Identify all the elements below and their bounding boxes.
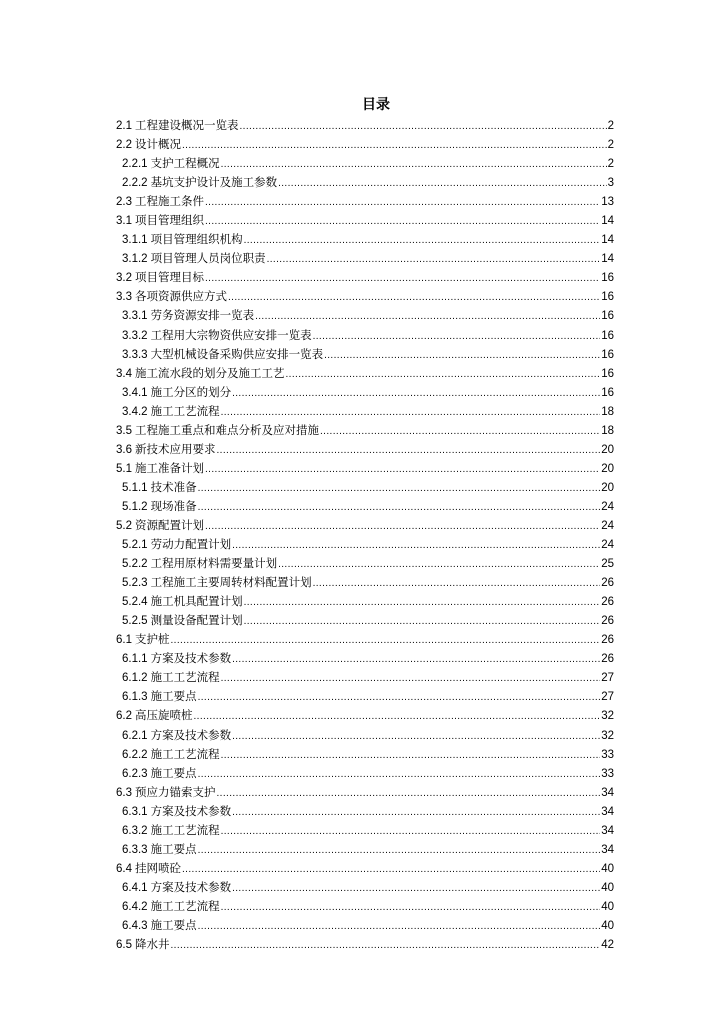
toc-entry-label: 工程用原材料需要量计划 bbox=[150, 556, 278, 571]
toc-entry[interactable] bbox=[116, 306, 614, 325]
toc-entry-number: 3.1.2 bbox=[122, 253, 148, 266]
toc-dot-leader bbox=[221, 403, 601, 422]
toc-entry-page: 34 bbox=[601, 786, 614, 799]
toc-entry-page: 20 bbox=[601, 481, 614, 494]
toc-dot-leader bbox=[205, 517, 600, 536]
toc-entry[interactable] bbox=[116, 687, 614, 706]
toc-entry-page: 24 bbox=[601, 539, 614, 552]
toc-entry-number: 5.2.1 bbox=[122, 539, 148, 552]
toc-entry-number: 2.3 bbox=[116, 196, 132, 209]
toc-entry[interactable] bbox=[116, 783, 614, 802]
toc-entry-page: 16 bbox=[601, 329, 614, 342]
toc-entry-number: 3.4.1 bbox=[122, 386, 148, 399]
toc-entry-number: 2.2.1 bbox=[122, 158, 148, 171]
toc-entry-page: 16 bbox=[601, 386, 614, 399]
toc-entry[interactable] bbox=[116, 345, 614, 364]
toc-dot-leader bbox=[198, 688, 601, 707]
toc-dot-leader bbox=[221, 669, 601, 688]
toc-entry[interactable] bbox=[116, 821, 614, 840]
toc-entry[interactable] bbox=[116, 745, 614, 764]
toc-entry-number: 6.4.3 bbox=[122, 919, 148, 932]
toc-entry-number: 6.1 bbox=[116, 634, 132, 647]
toc-dot-leader bbox=[205, 269, 600, 288]
toc-entry-label: 工程用大宗物资供应安排一览表 bbox=[150, 327, 312, 342]
toc-entry[interactable] bbox=[116, 592, 614, 611]
toc-entry[interactable] bbox=[116, 230, 614, 249]
toc-entry-page: 26 bbox=[601, 577, 614, 590]
toc-entry-page: 40 bbox=[601, 900, 614, 913]
toc-entry-number: 3.5 bbox=[116, 424, 132, 437]
toc-entry-number: 3.3.1 bbox=[122, 310, 148, 323]
toc-entry[interactable] bbox=[116, 630, 614, 649]
toc-entry-label: 支护桩 bbox=[135, 632, 170, 647]
toc-entry-number: 5.2.4 bbox=[122, 596, 148, 609]
toc-entry-page: 26 bbox=[601, 634, 614, 647]
toc-entry-page: 26 bbox=[601, 615, 614, 628]
toc-entry-page: 32 bbox=[601, 710, 614, 723]
toc-dot-leader bbox=[313, 574, 601, 593]
toc-entry-label: 劳动力配置计划 bbox=[150, 537, 232, 552]
toc-dot-leader bbox=[205, 212, 600, 231]
toc-entry[interactable] bbox=[116, 421, 614, 440]
toc-entry-number: 2.2.2 bbox=[122, 177, 148, 190]
toc-dot-leader bbox=[286, 365, 601, 384]
toc-entry-label: 设计概况 bbox=[135, 137, 181, 152]
toc-dot-leader bbox=[313, 327, 601, 346]
toc-entry-label: 施工要点 bbox=[150, 917, 197, 932]
toc-entry-page: 14 bbox=[601, 253, 614, 266]
toc-list bbox=[116, 116, 614, 954]
toc-entry-label: 预应力锚索支护 bbox=[135, 784, 216, 799]
toc-entry[interactable] bbox=[116, 459, 614, 478]
toc-dot-leader bbox=[232, 536, 600, 555]
toc-entry-number: 6.1.3 bbox=[122, 691, 148, 704]
toc-entry[interactable] bbox=[116, 402, 614, 421]
toc-entry-number: 2.2 bbox=[116, 139, 132, 152]
toc-entry-number: 6.3.2 bbox=[122, 824, 148, 837]
toc-entry-number: 3.3.3 bbox=[122, 348, 148, 361]
toc-entry-label: 高压旋喷桩 bbox=[135, 708, 193, 723]
toc-entry-number: 6.1.1 bbox=[122, 653, 148, 666]
toc-entry[interactable] bbox=[116, 326, 614, 345]
toc-entry-number: 6.2 bbox=[116, 710, 132, 723]
toc-entry-page: 16 bbox=[601, 367, 614, 380]
toc-entry-number: 3.2 bbox=[116, 272, 132, 285]
toc-dot-leader bbox=[205, 193, 600, 212]
toc-dot-leader bbox=[244, 593, 601, 612]
toc-entry-number: 5.1.1 bbox=[122, 481, 148, 494]
toc-entry-number: 5.2.3 bbox=[122, 577, 148, 590]
toc-entry-page: 20 bbox=[601, 462, 614, 475]
toc-entry-label: 施工工艺流程 bbox=[150, 670, 220, 685]
toc-entry[interactable] bbox=[116, 726, 614, 745]
toc-entry[interactable] bbox=[116, 497, 614, 516]
toc-entry[interactable] bbox=[116, 173, 614, 192]
toc-entry-label: 方案及技术参数 bbox=[150, 727, 232, 742]
toc-entry-page: 24 bbox=[601, 500, 614, 513]
toc-title: 目录 bbox=[362, 97, 390, 113]
toc-entry[interactable] bbox=[116, 802, 614, 821]
toc-entry[interactable] bbox=[116, 287, 614, 306]
toc-entry-number: 5.1.2 bbox=[122, 500, 148, 513]
toc-entry-page: 40 bbox=[601, 862, 614, 875]
toc-dot-leader bbox=[232, 384, 600, 403]
toc-entry-page: 24 bbox=[601, 519, 614, 532]
toc-dot-leader bbox=[240, 117, 607, 136]
toc-entry-label: 基坑支护设计及施工参数 bbox=[150, 175, 278, 190]
toc-dot-leader bbox=[244, 612, 601, 631]
toc-entry-label: 施工要点 bbox=[150, 689, 197, 704]
toc-entry[interactable] bbox=[116, 535, 614, 554]
toc-entry-page: 40 bbox=[601, 919, 614, 932]
toc-entry-label: 技术准备 bbox=[150, 479, 197, 494]
toc-entry-number: 5.1 bbox=[116, 462, 132, 475]
toc-entry-number: 6.5 bbox=[116, 939, 132, 952]
toc-entry-page: 42 bbox=[601, 939, 614, 952]
toc-entry-number: 3.4.2 bbox=[122, 405, 148, 418]
toc-entry[interactable] bbox=[116, 364, 614, 383]
toc-dot-leader bbox=[221, 746, 601, 765]
toc-entry[interactable] bbox=[116, 573, 614, 592]
toc-entry-number: 5.2.2 bbox=[122, 558, 148, 571]
toc-dot-leader bbox=[267, 250, 601, 269]
toc-entry-page: 27 bbox=[601, 672, 614, 685]
toc-entry-number: 6.3 bbox=[116, 786, 132, 799]
toc-entry[interactable] bbox=[116, 249, 614, 268]
toc-entry[interactable] bbox=[116, 211, 614, 230]
toc-dot-leader bbox=[221, 822, 601, 841]
toc-entry[interactable] bbox=[116, 192, 614, 211]
toc-entry-number: 6.2.2 bbox=[122, 748, 148, 761]
toc-entry-page: 34 bbox=[601, 805, 614, 818]
toc-entry-page: 16 bbox=[601, 310, 614, 323]
toc-dot-leader bbox=[221, 155, 607, 174]
toc-entry-page: 18 bbox=[601, 424, 614, 437]
toc-entry-label: 测量设备配置计划 bbox=[150, 613, 243, 628]
toc-entry[interactable] bbox=[116, 383, 614, 402]
toc-entry[interactable] bbox=[116, 268, 614, 287]
toc-entry[interactable] bbox=[116, 859, 614, 878]
toc-entry[interactable] bbox=[116, 916, 614, 935]
toc-entry-number: 6.1.2 bbox=[122, 672, 148, 685]
toc-dot-leader bbox=[232, 879, 600, 898]
toc-dot-leader bbox=[182, 136, 607, 155]
toc-entry-label: 方案及技术参数 bbox=[150, 651, 232, 666]
toc-dot-leader bbox=[182, 860, 600, 879]
toc-entry-number: 6.4.2 bbox=[122, 900, 148, 913]
toc-dot-leader bbox=[171, 631, 601, 650]
toc-dot-leader bbox=[278, 555, 600, 574]
toc-dot-leader bbox=[221, 898, 601, 917]
toc-dot-leader bbox=[324, 346, 600, 365]
toc-entry-label: 施工准备计划 bbox=[135, 460, 204, 475]
toc-entry-label: 施工机具配置计划 bbox=[150, 594, 243, 609]
toc-dot-leader bbox=[171, 936, 601, 955]
toc-entry-label: 施工工艺流程 bbox=[150, 822, 220, 837]
toc-entry-label: 项目管理组织机构 bbox=[150, 232, 243, 247]
toc-entry-label: 工程建设概况一览表 bbox=[135, 118, 239, 132]
toc-entry[interactable] bbox=[116, 840, 614, 859]
toc-entry-page: 26 bbox=[601, 596, 614, 609]
toc-entry[interactable] bbox=[116, 897, 614, 916]
toc-entry-page: 14 bbox=[601, 234, 614, 247]
toc-entry-page: 16 bbox=[601, 291, 614, 304]
toc-dot-leader bbox=[232, 650, 600, 669]
toc-entry[interactable] bbox=[116, 554, 614, 573]
toc-entry[interactable] bbox=[116, 440, 614, 459]
toc-entry-number: 3.4 bbox=[116, 367, 132, 380]
toc-entry[interactable] bbox=[116, 516, 614, 535]
toc-entry-label: 项目管理人员岗位职责 bbox=[150, 251, 266, 266]
toc-dot-leader bbox=[217, 441, 601, 460]
toc-entry-page: 33 bbox=[601, 767, 614, 780]
toc-entry-label: 工程施工重点和难点分析及应对措施 bbox=[135, 422, 319, 437]
toc-entry-page: 16 bbox=[601, 348, 614, 361]
toc-entry-label: 资源配置计划 bbox=[135, 517, 204, 532]
toc-entry-label: 方案及技术参数 bbox=[150, 879, 232, 894]
toc-entry-label: 施工要点 bbox=[150, 765, 197, 780]
toc-dot-leader bbox=[228, 288, 600, 307]
toc-entry-label: 施工工艺流程 bbox=[150, 898, 220, 913]
toc-entry-label: 劳务资源安排一览表 bbox=[150, 308, 255, 323]
toc-dot-leader bbox=[320, 422, 600, 441]
toc-entry-label: 支护工程概况 bbox=[150, 156, 220, 171]
toc-entry-page: 27 bbox=[601, 691, 614, 704]
toc-entry-page: 25 bbox=[601, 558, 614, 571]
toc-dot-leader bbox=[217, 784, 601, 803]
toc-entry[interactable] bbox=[116, 935, 614, 954]
toc-entry-number: 6.3.1 bbox=[122, 805, 148, 818]
toc-entry[interactable] bbox=[116, 878, 614, 897]
toc-dot-leader bbox=[198, 498, 601, 517]
toc-entry-page: 40 bbox=[601, 881, 614, 894]
toc-dot-leader bbox=[244, 231, 601, 250]
toc-dot-leader bbox=[198, 765, 601, 784]
toc-dot-leader bbox=[198, 479, 601, 498]
toc-entry-number: 6.4.1 bbox=[122, 881, 148, 894]
toc-entry-number: 3.3 bbox=[116, 291, 132, 304]
toc-entry-number: 3.3.2 bbox=[122, 329, 148, 342]
toc-entry-label: 施工工艺流程 bbox=[150, 403, 220, 418]
toc-entry-label: 项目管理组织 bbox=[135, 213, 204, 228]
toc-entry-page: 2 bbox=[607, 139, 614, 152]
toc-entry-number: 2.1 bbox=[116, 120, 132, 132]
toc-entry-page: 3 bbox=[607, 177, 614, 190]
toc-dot-leader bbox=[232, 803, 600, 822]
toc-entry-number: 6.2.3 bbox=[122, 767, 148, 780]
toc-entry-label: 施工流水段的划分及施工工艺 bbox=[135, 365, 285, 380]
toc-entry-page: 13 bbox=[601, 196, 614, 209]
toc-entry-page: 34 bbox=[601, 843, 614, 856]
toc-entry-label: 现场准备 bbox=[150, 498, 197, 513]
toc-entry-label: 方案及技术参数 bbox=[150, 803, 232, 818]
toc-entry[interactable] bbox=[116, 135, 614, 154]
toc-entry-page: 14 bbox=[601, 215, 614, 228]
toc-entry[interactable] bbox=[116, 611, 614, 630]
toc-entry-label: 大型机械设备采购供应安排一览表 bbox=[150, 346, 324, 361]
toc-entry[interactable] bbox=[116, 668, 614, 687]
toc-entry-label: 降水井 bbox=[135, 937, 170, 952]
toc-entry-number: 5.2.5 bbox=[122, 615, 148, 628]
toc-entry-page: 2 bbox=[607, 120, 614, 132]
toc-entry[interactable] bbox=[116, 154, 614, 173]
toc-dot-leader bbox=[232, 727, 600, 746]
toc-entry-label: 工程施工条件 bbox=[135, 194, 204, 209]
toc-entry-page: 2 bbox=[607, 158, 614, 171]
toc-entry-page: 26 bbox=[601, 653, 614, 666]
toc-dot-leader bbox=[194, 707, 601, 726]
toc-entry-label: 新技术应用要求 bbox=[135, 441, 216, 456]
toc-entry-label: 施工要点 bbox=[150, 841, 197, 856]
toc-entry-label: 施工工艺流程 bbox=[150, 746, 220, 761]
toc-entry-label: 项目管理目标 bbox=[135, 270, 204, 285]
toc-entry-page: 32 bbox=[601, 729, 614, 742]
toc-entry-number: 3.6 bbox=[116, 443, 132, 456]
toc-entry[interactable] bbox=[116, 478, 614, 497]
toc-entry-page: 20 bbox=[601, 443, 614, 456]
toc-entry-page: 33 bbox=[601, 748, 614, 761]
toc-entry-label: 挂网喷砼 bbox=[135, 860, 181, 875]
toc-dot-leader bbox=[198, 917, 601, 936]
toc-dot-leader bbox=[255, 307, 600, 326]
toc-entry-label: 施工分区的划分 bbox=[150, 384, 232, 399]
toc-entry-label: 工程施工主要周转材料配置计划 bbox=[150, 575, 312, 590]
toc-entry-number: 6.4 bbox=[116, 862, 132, 875]
toc-dot-leader bbox=[278, 174, 607, 193]
toc-entry[interactable] bbox=[116, 649, 614, 668]
toc-entry-page: 18 bbox=[601, 405, 614, 418]
toc-entry-number: 5.2 bbox=[116, 519, 132, 532]
toc-entry-number: 3.1 bbox=[116, 215, 132, 228]
toc-entry[interactable] bbox=[116, 116, 614, 135]
toc-dot-leader bbox=[205, 460, 600, 479]
toc-entry-page: 16 bbox=[601, 272, 614, 285]
toc-entry-label: 各项资源供应方式 bbox=[135, 289, 227, 304]
toc-dot-leader bbox=[198, 841, 601, 860]
toc-entry[interactable] bbox=[116, 764, 614, 783]
toc-entry-number: 6.2.1 bbox=[122, 729, 148, 742]
toc-entry-number: 3.1.1 bbox=[122, 234, 148, 247]
toc-entry-number: 6.3.3 bbox=[122, 843, 148, 856]
toc-entry[interactable] bbox=[116, 706, 614, 725]
toc-entry-page: 34 bbox=[601, 824, 614, 837]
